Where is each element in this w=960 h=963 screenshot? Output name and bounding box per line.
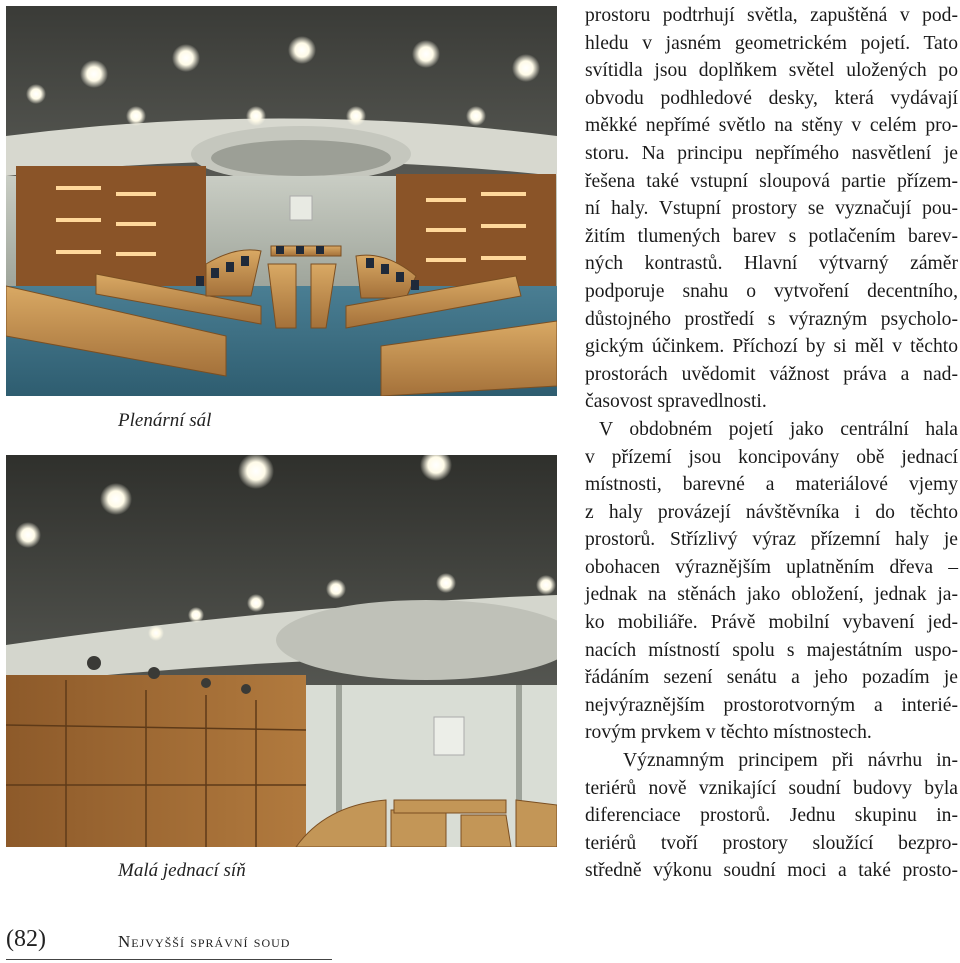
photo-small-hearing-room — [6, 455, 557, 847]
body-text-column — [585, 2, 958, 885]
text-line: středně výkonu soudní moci a také prosto- — [585, 860, 958, 882]
text-line: storu. Na principu nepřímého nasvětlení je — [585, 142, 958, 164]
text-line: řádáním sezení senátu a jeho pozadím je — [585, 667, 958, 689]
text-line: jednak na stěnách jako obložení, jednak ja- — [585, 584, 958, 606]
page-footer — [6, 926, 336, 962]
text-line: Významným principem při návrhu in- — [623, 750, 958, 772]
text-line: časovost spravedlnosti. — [585, 391, 767, 413]
text-line: nejvýraznějším prostorotvorným a interié- — [585, 694, 958, 716]
photo-caption: Malá jednací síň — [118, 860, 246, 881]
text-line: diferenciace prostorů. Jednu skupinu in- — [585, 805, 958, 827]
text-line: žitím tlumených barev s potlačením barev- — [585, 225, 958, 247]
text-line: ní haly. Vstupní prostory se vyznačují pou- — [585, 198, 958, 220]
text-line: místnosti, barevné a materiálové vjemy — [585, 474, 958, 496]
page-number: (82) — [6, 926, 46, 952]
text-line: obohacen výraznějším uplatněním dřeva – — [585, 556, 958, 578]
plenary-hall-illustration — [6, 6, 557, 396]
text-line: důstojného prostředí s výrazným psycholo- — [585, 308, 958, 330]
text-line: nacích místností spolu s majestátním uspo- — [585, 639, 958, 661]
text-line: V obdobném pojetí jako centrální hala — [599, 418, 958, 440]
text-line: teriérů tvoří prostory sloužící bezpro- — [585, 832, 958, 854]
text-line: řešena také vstupní sloupová partie přízem- — [585, 170, 958, 192]
text-line: hledu v jasném geometrickém pojetí. Tato — [585, 32, 958, 54]
photo-caption: Plenární sál — [118, 410, 212, 431]
text-line: ko mobiliáře. Právě mobilní vybavení jed- — [585, 612, 958, 634]
text-line: prostoru podtrhují světla, zapuštěná v pod- — [585, 5, 958, 26]
footer-rule — [6, 959, 332, 960]
text-line: teriérů nově vznikající soudní budovy byla — [585, 777, 958, 799]
text-line: v přízemí jsou koncipovány obě jednací — [585, 446, 958, 468]
text-line: prostorů. Střízlivý výraz přízemní haly je — [585, 529, 958, 551]
text-line: gickým účinkem. Příchozí by si měl v těchto — [585, 336, 958, 358]
text-line: z haly provázejí návštěvníka i do těchto — [585, 501, 958, 523]
photo-plenary-hall — [6, 6, 557, 396]
text-line: ných kontrastů. Hlavní výtvarný záměr — [585, 253, 958, 275]
text-line: podporuje snahu o vytvoření decentního, — [585, 280, 958, 302]
text-line: svítidla jsou doplňkem světel uložených po — [585, 60, 958, 82]
text-line: rovým prvkem v těchto místnostech. — [585, 722, 872, 744]
text-line: měkké nepřímé světlo na stěny v celém pro- — [585, 115, 958, 137]
text-line: obvodu podhledové desky, která vydávají — [585, 87, 958, 109]
text-line: prostorách uvědomit vážnost práva a nad- — [585, 363, 958, 385]
running-head: Nejvyšší správní soud — [118, 932, 291, 951]
small-hearing-room-illustration — [6, 455, 557, 847]
